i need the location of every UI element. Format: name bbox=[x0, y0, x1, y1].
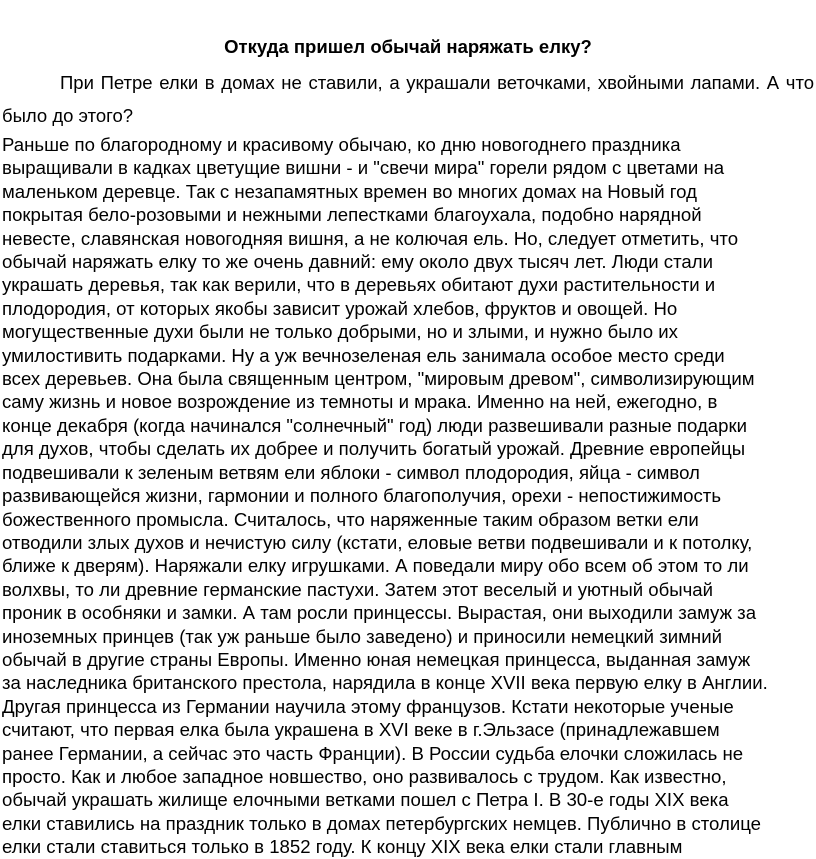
body-line: ближе к дверям). Наряжали елку игрушками. А поведали миру обо всем об этом то ли bbox=[2, 555, 749, 577]
intro-paragraph: При Петре елки в домах не ставили, а украшали веточками, хвойными лапами. А что было до этого? bbox=[2, 72, 814, 126]
body-line: выращивали в кадках цветущие вишни - и "свечи мира" горели рядом с цветами на bbox=[2, 157, 725, 179]
body-line: могущественные духи были не только добрыми, но и злыми, и нужно было их bbox=[2, 321, 678, 343]
body-line: маленьком деревце. Так с незапамятных времен во многих домах на Новый год bbox=[2, 180, 697, 202]
body-line: обычай в другие страны Европы. Именно юная немецкая принцесса, выданная замуж bbox=[2, 648, 751, 670]
body-line: ранее Германии, а сейчас это часть Франции). В России судьба елочки сложилась не bbox=[2, 742, 744, 764]
body-line: умилостивить подарками. Ну а уж вечнозеленая ель занимала особое место среди bbox=[2, 344, 725, 366]
body-line: обычай украшать жилище елочными ветками пошел с Петра I. В 30-е годы XIX века bbox=[2, 789, 729, 811]
body-line: просто. Как и любое западное новшество, оно развивалось с трудом. Как известно, bbox=[2, 765, 727, 787]
body-line: Раньше по благородному и красивому обычаю, ко дню новогоднего праздника bbox=[2, 134, 681, 155]
body-line: украшать деревья, так как верили, что в деревьях обитают духи растительности и bbox=[2, 274, 716, 296]
body-line: елки стали ставиться только в 1852 году. К концу XIX века елки стали главным bbox=[2, 836, 683, 858]
body-line: обычай наряжать елку то же очень давний: ему около двух тысяч лет. Люди стали bbox=[2, 251, 713, 273]
body-paragraph bbox=[2, 133, 816, 859]
document-title: Откуда пришел обычай наряжать елку? bbox=[224, 36, 592, 57]
body-line: конце декабря (когда начинался "солнечный" год) люди развешивали разные подарки bbox=[2, 414, 748, 436]
body-line: иноземных принцев (так уж раньше было заведено) и приносили немецкий зимний bbox=[2, 625, 722, 647]
body-line: елки ставились на праздник только в домах петербургских немцев. Публично в столице bbox=[2, 812, 762, 834]
body-line: невесте, славянская новогодняя вишня, а не колючая ель. Но, следует отметить, что bbox=[2, 227, 739, 249]
body-line: отводили злых духов и нечистую силу (кстати, еловые ветви подвешивали и к потолку, bbox=[2, 531, 753, 553]
body-line: развивающейся жизни, гармонии и полного благополучия, орехи - непостижимость bbox=[2, 485, 722, 507]
body-line: считают, что первая елка была украшена в XVI веке в г.Эльзасе (принадлежавшем bbox=[2, 719, 720, 741]
body-line: Другая принцесса из Германии научила этому французов. Кстати некоторые ученые bbox=[2, 695, 734, 717]
body-line: всех деревьев. Она была священным центром, "мировым древом", символизирующим bbox=[2, 368, 755, 390]
body-line: волхвы, то ли древние германские пастухи. Затем этот веселый и уютный обычай bbox=[2, 578, 714, 600]
body-line: божественного промысла. Считалось, что наряженные таким образом ветки ели bbox=[2, 508, 699, 530]
body-line: для духов, чтобы сделать их добрее и получить богатый урожай. Древние европейцы bbox=[2, 438, 746, 460]
body-line: саму жизнь и новое возрождение из темноты и мрака. Именно на ней, ежегодно, в bbox=[2, 391, 718, 413]
body-line: покрытая бело-розовыми и нежными лепестками благоухала, подобно нарядной bbox=[2, 204, 702, 226]
body-line: за наследника британского престола, нарядила в конце XVII века первую елку в Англии. bbox=[2, 672, 768, 694]
body-line: плодородия, от которых якобы зависит урожай хлебов, фруктов и овощей. Но bbox=[2, 297, 678, 319]
body-line: подвешивали к зеленым ветвям ели яблоки - символ плодородия, яйца - символ bbox=[2, 461, 700, 483]
body-line: проник в особняки и замки. А там росли принцессы. Вырастая, они выходили замуж за bbox=[2, 602, 757, 624]
